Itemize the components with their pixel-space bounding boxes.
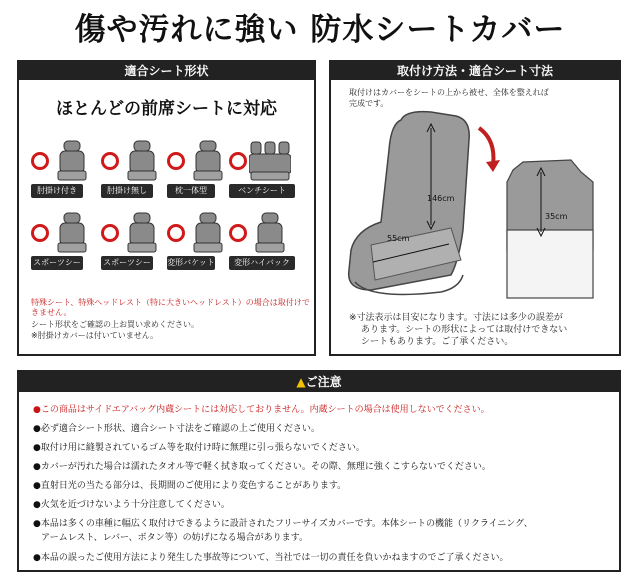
compatible-circle-icon xyxy=(167,224,185,242)
compatible-circle-icon xyxy=(167,152,185,170)
seat-type-item xyxy=(229,140,299,202)
sport-seat-icon xyxy=(121,212,163,254)
seat-type-label: 肘掛け付き xyxy=(31,184,83,198)
seat-type-label: 変形バケット xyxy=(167,256,215,270)
caution-title: ご注意 xyxy=(305,375,342,389)
seat-type-label: スポーツシート xyxy=(31,256,83,270)
seat-dimension-illustration xyxy=(331,110,619,300)
compatible-circle-icon xyxy=(101,152,119,170)
armrest-note: ※肘掛けカバーは付いていません。 xyxy=(31,331,159,340)
install-intro-line: 取付けはカバーをシートの上から被せ、全体を整えれば xyxy=(349,88,549,97)
caution-item: ●本品は多くの車種に幅広く取付けできるように設計されたフリーサイズカバーです。本体シートの機能（リクライニング、 xyxy=(33,519,533,529)
integrated-headrest-seat-icon xyxy=(187,140,229,182)
seat-type-label: 枕一体型 xyxy=(167,184,215,198)
caution-item: ●直射日光の当たる部分は、長期間のご使用により変色することがあります。 xyxy=(33,481,347,491)
compatible-circle-icon xyxy=(101,224,119,242)
seat-width-dimension: 55cm xyxy=(387,234,410,243)
sport-seat-icon xyxy=(51,212,93,254)
seat-type-item xyxy=(31,212,101,281)
bucket-seat-icon xyxy=(187,212,229,254)
warning-icon: ▲ xyxy=(296,375,306,389)
seat-type-item xyxy=(229,212,299,274)
caution-item: ●取付け用に縫製されているゴム等を取付け時に無理に引っ張らないでください。 xyxy=(33,443,365,453)
caution-header xyxy=(19,372,619,392)
dimension-footnote: ※寸法表示は目安になります。寸法には多少の誤差が xyxy=(349,313,563,323)
seat-type-label: 変形ハイバック xyxy=(229,256,295,270)
seat-type-item xyxy=(101,212,171,281)
caution-item: ●火気を近づけないよう十分注意してください。 xyxy=(33,500,230,510)
bench-seat-icon xyxy=(249,140,291,182)
seat-type-item xyxy=(167,140,237,202)
seat-with-armrest-icon xyxy=(51,140,93,182)
compatible-circle-icon xyxy=(31,152,49,170)
seat-without-armrest-icon xyxy=(121,140,163,182)
caution-item: ●必ず適合シート形状、適合シート寸法をご確認の上ご使用ください。 xyxy=(33,424,320,434)
caution-item: ●カバーが汚れた場合は濡れたタオル等で軽く拭き取ってください。その際、無理に強くこすらないでください。 xyxy=(33,462,491,472)
seat-type-item xyxy=(101,140,171,202)
compatible-circle-icon xyxy=(229,152,247,170)
panel-header: 適合シート形状 xyxy=(19,62,314,80)
installation-panel xyxy=(329,60,621,356)
compatible-circle-icon xyxy=(229,224,247,242)
caution-item: ●この商品はサイドエアバッグ内蔵シートには対応しておりません。内蔵シートの場合は使用しないでください。 xyxy=(33,405,490,415)
cover-length-dimension: 35cm xyxy=(545,212,568,221)
seat-type-label: ベンチシート xyxy=(229,184,295,198)
seat-type-label: スポーツシート xyxy=(101,256,153,270)
compatibility-lead: ほとんどの前席シートに対応 xyxy=(56,99,277,119)
unsupported-seats-note: 特殊シート、特殊ヘッドレスト（特に大きいヘッドレスト）の場合は取付けできません。 xyxy=(31,298,310,317)
check-shape-note: シート形状をご確認の上お買い求めください。 xyxy=(31,320,199,329)
seat-type-item xyxy=(167,212,237,274)
seat-compatibility-panel xyxy=(17,60,316,356)
install-intro-line: 完成です。 xyxy=(349,99,389,108)
apply-arrow-icon xyxy=(479,128,493,165)
caution-panel xyxy=(17,370,621,572)
panel-header: 取付け方法・適合シート寸法 xyxy=(331,62,619,80)
compatible-circle-icon xyxy=(31,224,49,242)
high-back-seat-icon xyxy=(249,212,291,254)
covered-seat-icon xyxy=(349,112,470,295)
seat-type-item xyxy=(31,140,101,202)
dimension-footnote: あります。シートの形状によっては取付けできない xyxy=(361,325,568,335)
headrest-cover-icon xyxy=(507,160,593,298)
seat-type-label: 肘掛け無し xyxy=(101,184,153,198)
caution-item: ●本品の誤ったご使用方法により発生した事故等について、当社では一切の責任を負いかねますのでご了承ください。 xyxy=(33,553,509,563)
seat-height-dimension: 146cm xyxy=(427,194,455,203)
caution-item: アームレスト、レバー、ボタン等）の妨げになる場合があります。 xyxy=(41,533,308,543)
page-title: 傷や汚れに強い 防水シートカバー xyxy=(74,12,566,48)
dimension-footnote: シートもあります。ご了承ください。 xyxy=(361,337,514,347)
